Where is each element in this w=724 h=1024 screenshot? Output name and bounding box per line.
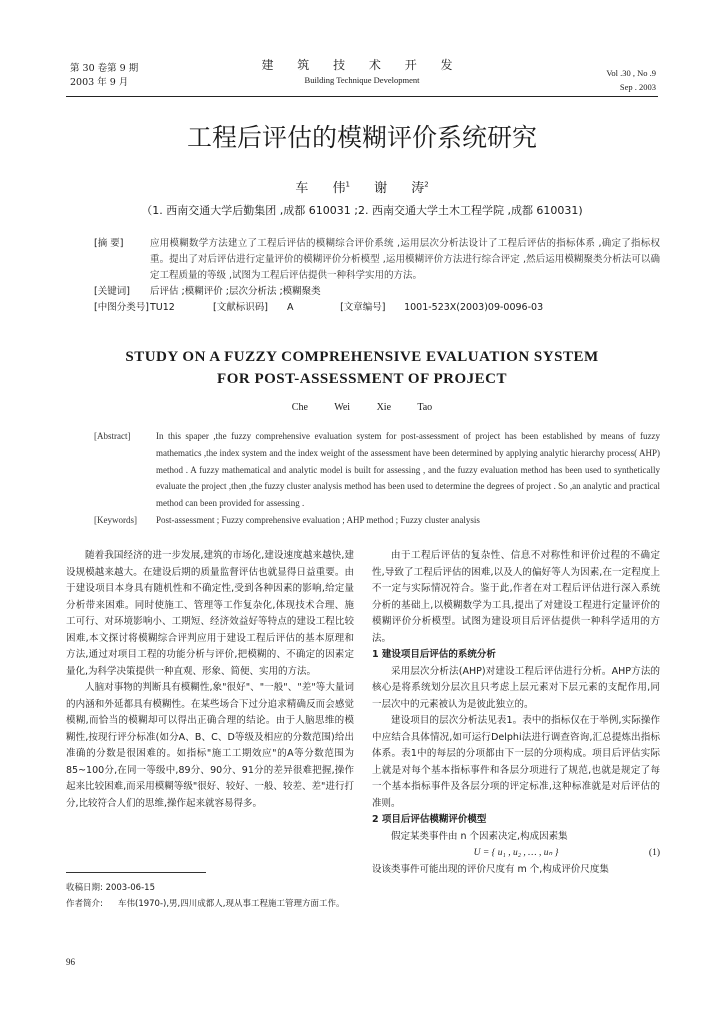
paper-title: 工程后评估的模糊评价系统研究 [186,123,537,152]
author-1: 车 伟 [295,181,346,196]
footnote [66,880,356,912]
author-2-sup: 2 [424,180,429,189]
keywords-en-label: [Keywords] [94,514,137,525]
doc-code-label: [文献标识码] [213,302,268,313]
received-date-row [66,880,356,896]
abstract-en [94,428,660,528]
abstract-cn [94,236,660,316]
keywords-en-row [94,512,660,528]
received-date: 2003-06-15 [105,883,155,893]
keywords-cn-label: [关键词] [94,286,130,297]
footnote-divider [66,872,206,873]
article-no-value: 1001-523X(2003)09-0096-03 [404,302,544,313]
body-left-column [66,548,354,812]
journal-issue-en [606,66,656,94]
authors [0,177,724,196]
body-paragraph: 设该类事件可能出现的评价尺度有 m 个,构成评价尺度集 [372,863,609,875]
author-bio-row [66,896,356,912]
body-paragraph: 采用层次分析法(AHP)对建设工程后评估进行分析。AHP方法的核心是将系统划分层次且只考虑上层元素对下层元素的支配作用,同一层次中的元素被认为是彼此独立的。 [372,665,660,710]
body-right-column [372,548,660,878]
journal-volume-en: Vol .30 , No .9 [606,68,656,78]
abstract-en-text: In this spaper ,the fuzzy comprehensive evaluation system for post-assessment of project has been established by means of fuzzy mathematics ,the index system and the index weight of the assessment have been determined by applying analytic hierarchy process( AHP) method . A fuzzy mathematical and analytic model is built for assessing , and the fuzzy evaluation method has been used to synthetically evaluate the project ,then ,the fuzzy cluster analysis method has been used to determine the degrees of project . So ,an analytic and practical method can been provided for assessing . [156,431,660,509]
section-heading-2: 2 项目后评估模糊评价模型 [372,814,487,825]
author-bio: 车伟(1970-),男,四川成都人,现从事工程施工管理方面工作。 [118,899,345,909]
english-title [0,346,724,390]
equation-1 [372,845,660,862]
author-bio-label: 作者简介: [66,899,103,909]
abstract-cn-label: [摘 要] [94,238,124,249]
body-paragraph: 假定某类事件由 n 个因素决定,构成因素集 [391,830,568,842]
abstract-cn-text: 应用模糊数学方法建立了工程后评估的模糊综合评价系统 ,运用层次分析法设计了工程后评估的指标体系 ,确定了指标权重。提出了对后评估进行定量评价的模糊评价分析模型 ,运用模糊评价方法进行综合评定 ,然后运用模糊聚类分析法可以确定工程质量的等级 ,试图为工程后评估提供一种科学实用的方法。 [150,238,660,281]
journal-volume: 第 30 卷第 9 期 [70,63,139,74]
article-no-label: [文章编号] [340,302,386,313]
page-number: 96 [66,957,75,967]
equation-1-body: U = { u₁ , u₂ , … , uₙ } [473,848,559,858]
english-title-line-1: STUDY ON A FUZZY COMPREHENSIVE EVALUATION SYSTEM [125,349,599,365]
body-paragraph: 随着我国经济的进一步发展,建筑的市场化,建设速度越来越快,建设规模越来越大。在建设后期的质量监督评估也就显得日益重要。由于建设项目本身具有随机性和不确定性,受到各种因素的影响,给定量分析带来困难。同时使施工、管理等工作复杂化,体现技术合理、施工可行、对环境影响小、工期短、经济效益好等特点的建设工程比较困难,本文探讨将模糊综合评判应用于建设工程后评估的基本原理和方法,通过对项目工程的功能分析与评价,把模糊的、不确定的因素定量化,为科学决策提供一种直观、形象、简便、实用的方法。 [66,550,354,677]
author-2: 谢 涛 [374,181,425,196]
english-title-line-2: FOR POST-ASSESSMENT OF PROJECT [217,371,507,387]
received-label: 收稿日期: [66,883,103,893]
body-paragraph: 建设项目的层次分析法见表1。表中的指标仅在于举例,实际操作中应结合具体情况,如可运行Delphi法进行调查咨询,汇总提炼出指标体系。表1中的每层的分项都由下一层的分项构成。项目后评估实际上就是对每个基本指标事件和各层分项进行了规范,也就是规定了每一个基本指标事件及各层分项的评定标准,这种标准就是对后评估的准则。 [372,715,660,809]
classification-row [94,300,660,316]
body-paragraph: 人脑对事物的判断具有模糊性,象"很好"、"一般"、"差"等大量词的内涵和外延都具有模糊性。在某些场合下过分追求精确反而会感觉模糊,而恰当的模糊却可以得出正确合理的结论。由于人脑思维的模糊性,按现行评分标准(如分A、B、C、D等级及相应的分数范围)给出准确的分数是很困难的。如指标"施工工期效应"的A等分数范围为85~100分,在同一等级中,89分、90分、91分的差异很难把握,操作起来比较困难,而采用模糊等级"很好、较好、一般、较差、差"进行打分,比较符合人们的思维,操作起来就容易得多。 [66,682,354,809]
doc-code-value: A [287,302,294,313]
equation-1-number: (1) [648,848,660,858]
body-paragraph: 由于工程后评估的复杂性、信息不对称性和评价过程的不确定性,导致了工程后评估的困难,以及人的偏好等人为因素,在一定程度上不一定与实际情况符合。鉴于此,作者在对工程后评估进行深入系统分析的基础上,以模糊数学为工具,提出了对建设工程进行定量评价的模糊评价分析模型。试图为建设项目后评估提供一种科学适用的方法。 [372,550,660,644]
english-authors: Che Wei Xie Tao [291,402,433,413]
header-divider [66,96,658,97]
keywords-en: Post-assessment ; Fuzzy comprehensive evaluation ; AHP method ; Fuzzy cluster analysis [156,514,480,525]
journal-name-cn: 建 筑 技 术 开 发 [261,58,463,72]
abstract-en-label: [Abstract] [94,431,131,441]
keywords-cn-row [94,284,660,300]
clc-value: TU12 [150,302,175,313]
section-heading-1: 1 建设项目后评估的系统分析 [372,649,496,660]
journal-date-en: Sep . 2003 [619,82,656,92]
journal-date: 2003 年 9 月 [70,77,129,88]
journal-name-en: Building Technique Development [304,75,420,85]
affiliation: （1. 西南交通大学后勤集团 ,成都 610031 ;2. 西南交通大学土木工程学院 ,成都 610031) [141,204,583,217]
clc-label: [中图分类号] [94,302,149,313]
keywords-cn: 后评估 ;模糊评价 ;层次分析法 ;模糊聚类 [150,286,321,297]
author-1-sup: 1 [345,180,350,189]
